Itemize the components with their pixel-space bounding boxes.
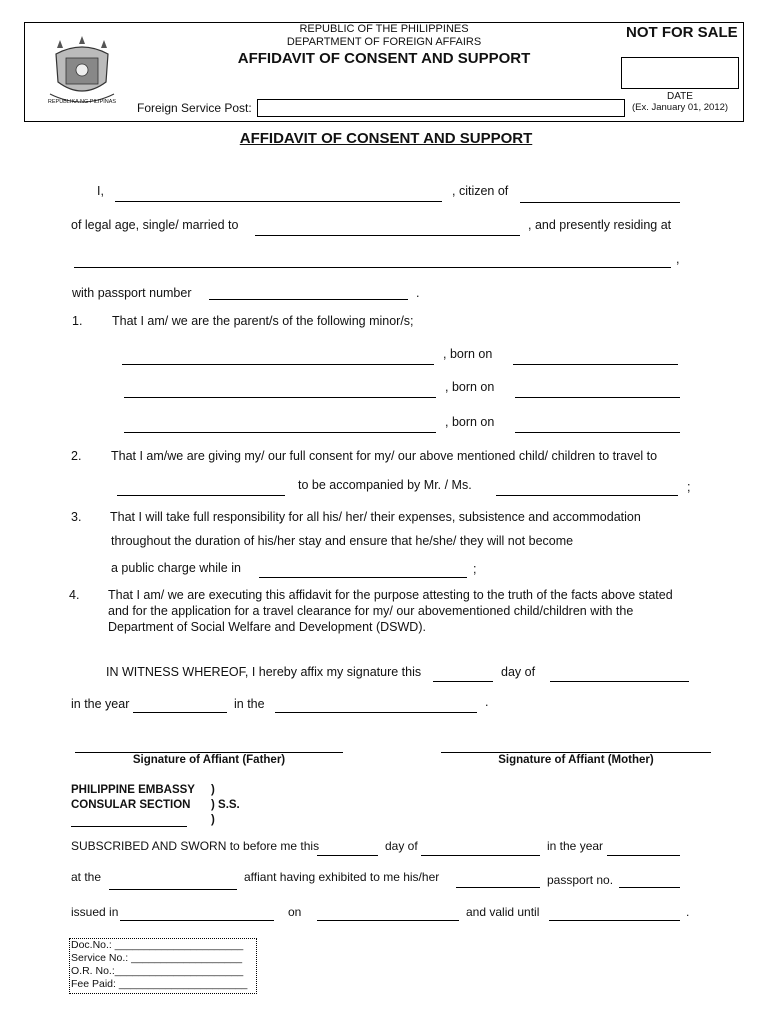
jurat-venue-field[interactable] — [71, 826, 187, 827]
father-signature-label: Signature of Affiant (Father) — [132, 754, 286, 766]
text-witness-day-of: day of — [501, 665, 536, 679]
text-subscribed: SUBSCRIBED AND SWORN to before me this — [71, 839, 320, 853]
item-4-number: 4. — [69, 588, 80, 602]
text-passport-no: passport no. — [547, 873, 614, 887]
id-type-field[interactable] — [456, 887, 540, 888]
fees-fee-paid: Fee Paid: ______________________ — [71, 978, 248, 990]
text-witness: IN WITNESS WHEREOF, I hereby affix my signature this — [106, 665, 422, 679]
jurat-period: . — [686, 905, 690, 919]
country-field[interactable] — [259, 577, 467, 578]
fees-doc-no: Doc.No.: ______________________ — [71, 939, 244, 951]
issue-date-field[interactable] — [317, 920, 459, 921]
valid-until-field[interactable] — [549, 920, 680, 921]
jurat-passport-no-field[interactable] — [619, 887, 680, 888]
companion-name-field[interactable] — [496, 495, 678, 496]
spouse-name-field[interactable] — [255, 235, 520, 236]
minor-2-birthdate-field[interactable] — [515, 397, 680, 398]
minor-3-name-field[interactable] — [124, 432, 436, 433]
minor-2-name-field[interactable] — [124, 397, 436, 398]
header-department: DEPARTMENT OF FOREIGN AFFAIRS — [286, 36, 482, 48]
item-1-text: That I am/ we are the parent/s of the following minor/s; — [112, 314, 414, 328]
header-republic: REPUBLIC OF THE PHILIPPINES — [299, 23, 469, 35]
witness-period: . — [485, 695, 489, 709]
mother-signature-line[interactable] — [441, 752, 711, 753]
passport-number-field[interactable] — [209, 299, 408, 300]
text-in-the-year: in the year — [71, 697, 130, 711]
item-3-number: 3. — [71, 510, 82, 524]
item-4-line-3: Department of Social Welfare and Development (DSWD). — [108, 620, 426, 634]
text-in-the: in the — [234, 697, 265, 711]
date-label: DATE — [667, 91, 693, 102]
text-issued-in: issued in — [71, 905, 119, 919]
text-i: I, — [97, 184, 104, 198]
minor-1-birthdate-field[interactable] — [513, 364, 678, 365]
minor-1-name-field[interactable] — [122, 364, 434, 365]
text-exhibited: affiant having exhibited to me his/her — [244, 870, 440, 884]
destination-field[interactable] — [117, 495, 285, 496]
item-3-line-3: a public charge while in — [111, 561, 241, 575]
item-3-semicolon: ; — [473, 562, 477, 576]
witness-place-field[interactable] — [275, 712, 477, 713]
jurat-paren-1: ) — [211, 784, 215, 796]
father-signature-line[interactable] — [75, 752, 343, 753]
citizenship-field[interactable] — [520, 202, 680, 203]
address-comma: , — [676, 252, 680, 266]
text-citizen-of: , citizen of — [452, 184, 509, 198]
page-title: AFFIDAVIT OF CONSENT AND SUPPORT — [239, 130, 533, 147]
item-1-number: 1. — [72, 314, 83, 328]
affiant-name-field[interactable] — [115, 201, 442, 202]
sworn-year-field[interactable] — [607, 855, 680, 856]
text-accompanied-by: to be accompanied by Mr. / Ms. — [298, 478, 472, 492]
header-form-title: AFFIDAVIT OF CONSENT AND SUPPORT — [237, 50, 531, 67]
date-field[interactable] — [621, 57, 739, 89]
fees-or-no: O.R. No.:______________________ — [71, 965, 244, 977]
foreign-service-post-field[interactable] — [257, 99, 625, 117]
jurat-embassy: PHILIPPINE EMBASSY — [71, 784, 195, 796]
text-legal-age: of legal age, single/ married to — [71, 218, 239, 232]
minor-3-birthdate-field[interactable] — [515, 432, 680, 433]
text-on: on — [288, 905, 302, 919]
item-3-line-1: That I will take full responsibility for all his/ her/ their expenses, subsistence and accommodation — [110, 510, 641, 524]
item-2-semicolon: ; — [687, 480, 691, 494]
minor-2-born-on: , born on — [445, 380, 495, 394]
witness-year-field[interactable] — [133, 712, 227, 713]
item-3-line-2: throughout the duration of his/her stay and ensure that he/she/ they will not become — [111, 534, 574, 548]
passport-period: . — [416, 286, 420, 300]
jurat-consular: CONSULAR SECTION — [71, 799, 191, 811]
sworn-day-field[interactable] — [317, 855, 378, 856]
sworn-month-field[interactable] — [421, 855, 540, 856]
text-passport-number: with passport number — [72, 286, 192, 300]
date-example: (Ex. January 01, 2012) — [631, 102, 729, 113]
item-2-text: That I am/we are giving my/ our full consent for my/ our above mentioned child/ children to travel to — [111, 449, 658, 463]
text-valid-until: and valid until — [466, 905, 540, 919]
witness-day-field[interactable] — [433, 681, 493, 682]
witness-month-field[interactable] — [550, 681, 689, 682]
mother-signature-label: Signature of Affiant (Mother) — [498, 754, 654, 766]
jurat-paren-3: ) — [211, 814, 215, 826]
text-sworn-day-of: day of — [385, 839, 418, 853]
minor-3-born-on: , born on — [445, 415, 495, 429]
item-4-line-2: and for the application for a travel clearance for my/ our abovementioned child/children with the — [108, 604, 634, 618]
text-residing-at: , and presently residing at — [528, 218, 672, 232]
foreign-service-post-label: Foreign Service Post: — [137, 101, 252, 115]
item-4-line-1: That I am/ we are executing this affidavit for the purpose attesting to the truth of the facts above stated — [108, 588, 673, 602]
minor-1-born-on: , born on — [443, 347, 493, 361]
fees-service-no: Service No.: ___________________ — [71, 952, 243, 964]
text-sworn-in-the-year: in the year — [547, 839, 604, 853]
jurat-ss: ) S.S. — [211, 799, 240, 811]
issued-in-field[interactable] — [120, 920, 274, 921]
sworn-place-field[interactable] — [109, 889, 237, 890]
address-field[interactable] — [74, 267, 671, 268]
text-at-the: at the — [71, 870, 102, 884]
item-2-number: 2. — [71, 449, 82, 463]
svg-text:REPUBLIKA NG PILIPINAS: REPUBLIKA NG PILIPINAS — [47, 99, 117, 105]
not-for-sale-label: NOT FOR SALE — [626, 24, 738, 41]
